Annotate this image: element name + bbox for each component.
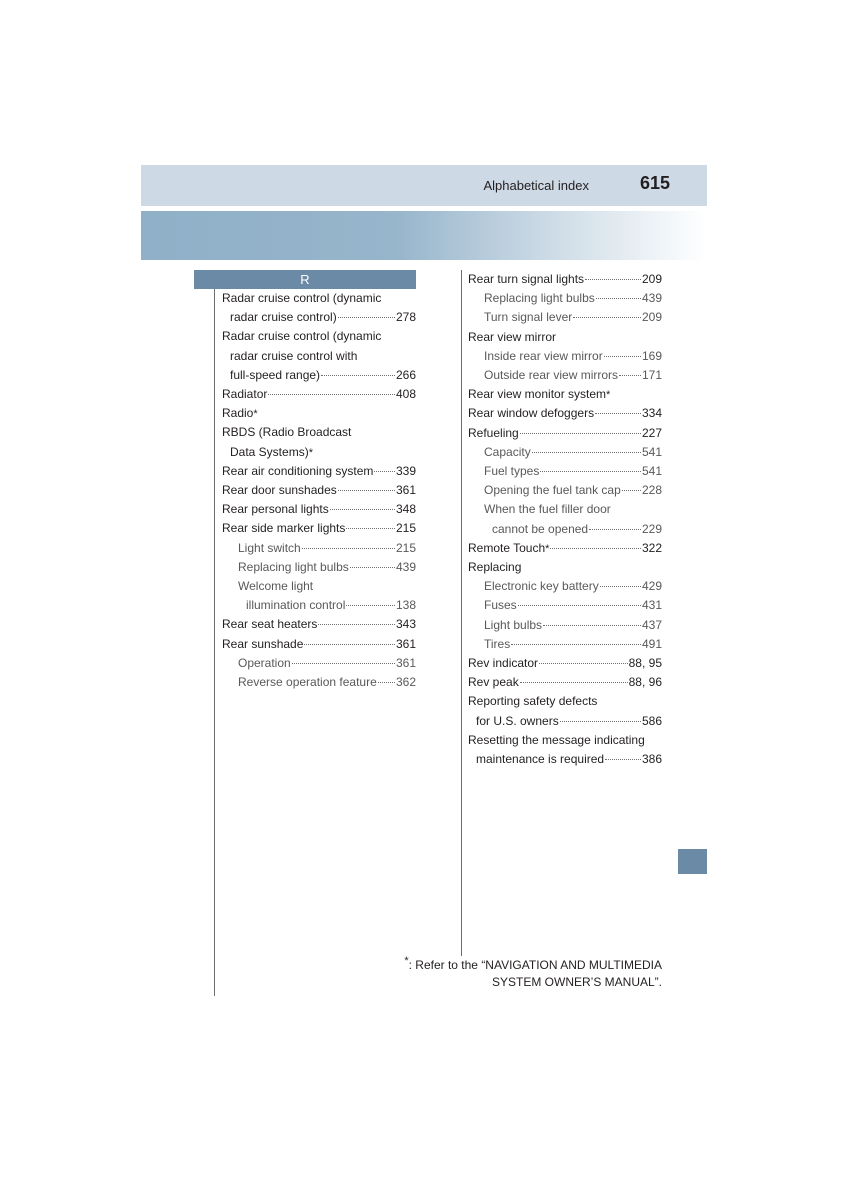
index-entry (484, 366, 662, 385)
entry-page-number: 361 (395, 483, 416, 497)
entry-page-number: 343 (395, 617, 416, 632)
entry-label: Inside rear view mirror (484, 348, 603, 363)
index-entry (230, 366, 416, 385)
entry-label: radar cruise control) (230, 310, 337, 325)
dot-leader (304, 644, 395, 645)
dot-leader (268, 394, 395, 395)
index-entry (222, 289, 381, 308)
dot-leader (622, 490, 641, 491)
entry-label: cannot be opened (492, 521, 589, 536)
entry-label: Rear window defoggers (468, 406, 595, 421)
entry-label: Operation (238, 655, 291, 670)
entry-label: Radar cruise control (dynamic (222, 291, 382, 305)
entry-page-number: 437 (641, 617, 662, 632)
index-entry (484, 308, 662, 327)
dot-leader (605, 759, 641, 760)
index-entry (468, 558, 521, 577)
index-entry: Data Systems) * (230, 443, 313, 462)
footnote-asterisk: * (404, 955, 409, 967)
dot-leader (532, 452, 641, 453)
entry-page-number: 322 (641, 540, 662, 555)
entry-label: Tires (484, 636, 511, 651)
entry-label: Light bulbs (484, 617, 543, 632)
dot-leader (560, 721, 641, 722)
entry-label: Reporting safety defects (468, 694, 598, 709)
entry-label: Opening the fuel tank cap (484, 483, 621, 498)
entry-label: Rev indicator (468, 656, 539, 670)
entry-label: Radar cruise control (dynamic (222, 329, 382, 344)
dot-leader (511, 644, 641, 645)
index-entry: Radio * (222, 404, 258, 423)
index-entry (222, 423, 351, 442)
index-entry (222, 385, 416, 404)
index-entry (246, 596, 416, 615)
index-entry: Rear view monitor system * (468, 385, 610, 404)
dot-leader (346, 528, 395, 529)
dot-leader (338, 490, 395, 491)
footnote-line-2: SYSTEM OWNER’S MANUAL”. (491, 975, 662, 989)
entry-label: Resetting the message indicating (468, 732, 645, 747)
index-entry (484, 577, 662, 596)
entry-label: Welcome light (238, 579, 314, 593)
entry-label: Radiator (222, 387, 268, 401)
entry-page-number: 215 (395, 521, 416, 536)
entry-page-number: 362 (395, 675, 416, 689)
dot-leader (318, 624, 395, 625)
entry-page-number: 88, 96 (628, 675, 662, 690)
entry-label: Turn signal lever (484, 310, 573, 325)
entry-label: Replacing light bulbs (484, 291, 595, 306)
entry-page-number: 171 (641, 368, 662, 382)
dot-leader (600, 586, 641, 587)
dot-leader (619, 375, 641, 376)
entry-page-number: 266 (395, 367, 416, 382)
index-entry (222, 481, 416, 500)
entry-page-number: 431 (641, 598, 662, 613)
index-entry (238, 539, 416, 558)
footnote-line-1: : Refer to the “NAVIGATION AND MULTIMEDIA (408, 958, 662, 972)
index-entry (468, 654, 662, 673)
index-entry (238, 558, 416, 577)
entry-label: Outside rear view mirrors (484, 368, 619, 382)
index-entry (476, 712, 662, 731)
index-entry (468, 692, 597, 711)
entry-page-number: 439 (395, 559, 416, 574)
index-entry (484, 443, 662, 462)
entry-label: Remote Touch (468, 540, 546, 555)
entry-page-number: 209 (641, 272, 662, 286)
index-entry (476, 750, 662, 769)
entry-label: illumination control (246, 598, 346, 613)
dot-leader (540, 471, 641, 472)
index-entry (238, 577, 313, 596)
index-entry (468, 404, 662, 423)
entry-label: Electronic key battery (484, 579, 599, 594)
entry-page-number: 439 (641, 291, 662, 306)
entry-page-number: 361 (395, 636, 416, 651)
entry-label: Refueling (468, 425, 519, 440)
index-entry (468, 270, 662, 289)
dot-leader (604, 356, 641, 357)
chapter-tab (678, 849, 707, 874)
dot-leader (589, 529, 641, 530)
entry-label: Rear view monitor system (468, 387, 607, 402)
entry-label: Fuses (484, 598, 517, 613)
dot-leader (302, 548, 395, 549)
header-gradient-band (141, 211, 707, 260)
entry-label: Reverse operation feature (238, 675, 377, 689)
entry-page-number: 361 (395, 655, 416, 670)
entry-page-number: 88, 95 (628, 656, 662, 670)
dot-leader (596, 298, 641, 299)
dot-leader (378, 682, 395, 683)
entry-page-number: 586 (641, 713, 662, 728)
entry-label: radar cruise control with (230, 348, 358, 363)
entry-label: Rear door sunshades (222, 483, 337, 497)
entry-page-number: 227 (641, 425, 662, 440)
entry-label: Rear personal lights (222, 502, 329, 517)
entry-page-number: 138 (395, 598, 416, 613)
dot-leader (520, 682, 628, 683)
index-entry (484, 289, 662, 308)
index-entry (484, 635, 662, 654)
page-number: 615 (639, 173, 670, 193)
entry-page-number: 278 (395, 310, 416, 325)
entry-page-number: 348 (395, 502, 416, 517)
index-entry (222, 519, 416, 538)
entry-label: full-speed range) (230, 367, 321, 382)
entry-label: Rear seat heaters (222, 617, 318, 632)
index-entry (484, 500, 611, 519)
entry-label: Radio (222, 406, 254, 421)
entry-label: Rear side marker lights (222, 521, 346, 536)
index-entry (238, 654, 416, 673)
index-entry (484, 347, 662, 366)
dot-leader (350, 567, 395, 568)
index-entry (484, 481, 662, 500)
index-entry (484, 596, 662, 615)
dot-leader (518, 605, 641, 606)
index-entry (484, 616, 662, 635)
entry-label: Capacity (484, 444, 531, 459)
index-entry (468, 673, 662, 692)
entry-page-number: 541 (641, 444, 662, 459)
entry-page-number: 339 (395, 463, 416, 478)
index-entry (230, 347, 357, 366)
entry-label: Rear view mirror (468, 329, 557, 344)
entry-label: Data Systems) (230, 444, 309, 459)
index-entry (468, 731, 645, 750)
dot-leader (520, 433, 641, 434)
entry-page-number: 215 (395, 540, 416, 555)
index-entry (222, 615, 416, 634)
entry-label: Rear sunshade (222, 636, 304, 651)
dot-leader (595, 413, 641, 414)
entry-page-number: 408 (395, 387, 416, 401)
entry-page-number: 429 (641, 579, 662, 594)
index-entry (484, 462, 662, 481)
entry-page-number: 334 (641, 406, 662, 421)
entry-label: Fuel types (484, 464, 540, 478)
index-entry (468, 328, 556, 347)
dot-leader (292, 663, 395, 664)
entry-label: Rear turn signal lights (468, 272, 585, 286)
page-header (141, 165, 707, 206)
index-entry: Remote Touch * 322 (468, 539, 662, 558)
index-entry (222, 500, 416, 519)
index-entry (222, 462, 416, 481)
entry-label: maintenance is required (476, 752, 605, 766)
index-entry (222, 635, 416, 654)
right-column-rule (461, 270, 462, 956)
entry-page-number: 491 (641, 636, 662, 651)
section-letter-header: R (194, 270, 416, 289)
footnote (404, 957, 662, 991)
index-entry (222, 327, 381, 346)
index-entry (230, 308, 416, 327)
entry-label: RBDS (Radio Broadcast (222, 425, 352, 440)
entry-label: When the fuel filler door (484, 502, 611, 517)
index-entry (468, 424, 662, 443)
dot-leader (346, 605, 395, 606)
dot-leader (573, 317, 641, 318)
dot-leader (585, 279, 641, 280)
entry-label: for U.S. owners (476, 713, 559, 728)
entry-label: Replacing (468, 560, 522, 574)
left-column-rule (214, 289, 215, 996)
entry-label: Light switch (238, 540, 301, 555)
entry-page-number: 228 (641, 483, 662, 498)
entry-page-number: 541 (641, 464, 662, 478)
index-entry (492, 520, 662, 539)
header-title: Alphabetical index (483, 178, 589, 193)
entry-label: Replacing light bulbs (238, 559, 349, 574)
dot-leader (543, 625, 641, 626)
dot-leader (539, 663, 628, 664)
entry-page-number: 229 (641, 521, 662, 536)
entry-page-number: 209 (641, 310, 662, 325)
entry-page-number: 169 (641, 348, 662, 363)
dot-leader (550, 548, 641, 549)
entry-label: Rev peak (468, 675, 519, 690)
dot-leader (374, 471, 395, 472)
entry-page-number: 386 (641, 752, 662, 766)
entry-label: Rear air conditioning system (222, 463, 374, 478)
dot-leader (321, 375, 395, 376)
dot-leader (338, 317, 395, 318)
dot-leader (330, 509, 395, 510)
index-entry (238, 673, 416, 692)
